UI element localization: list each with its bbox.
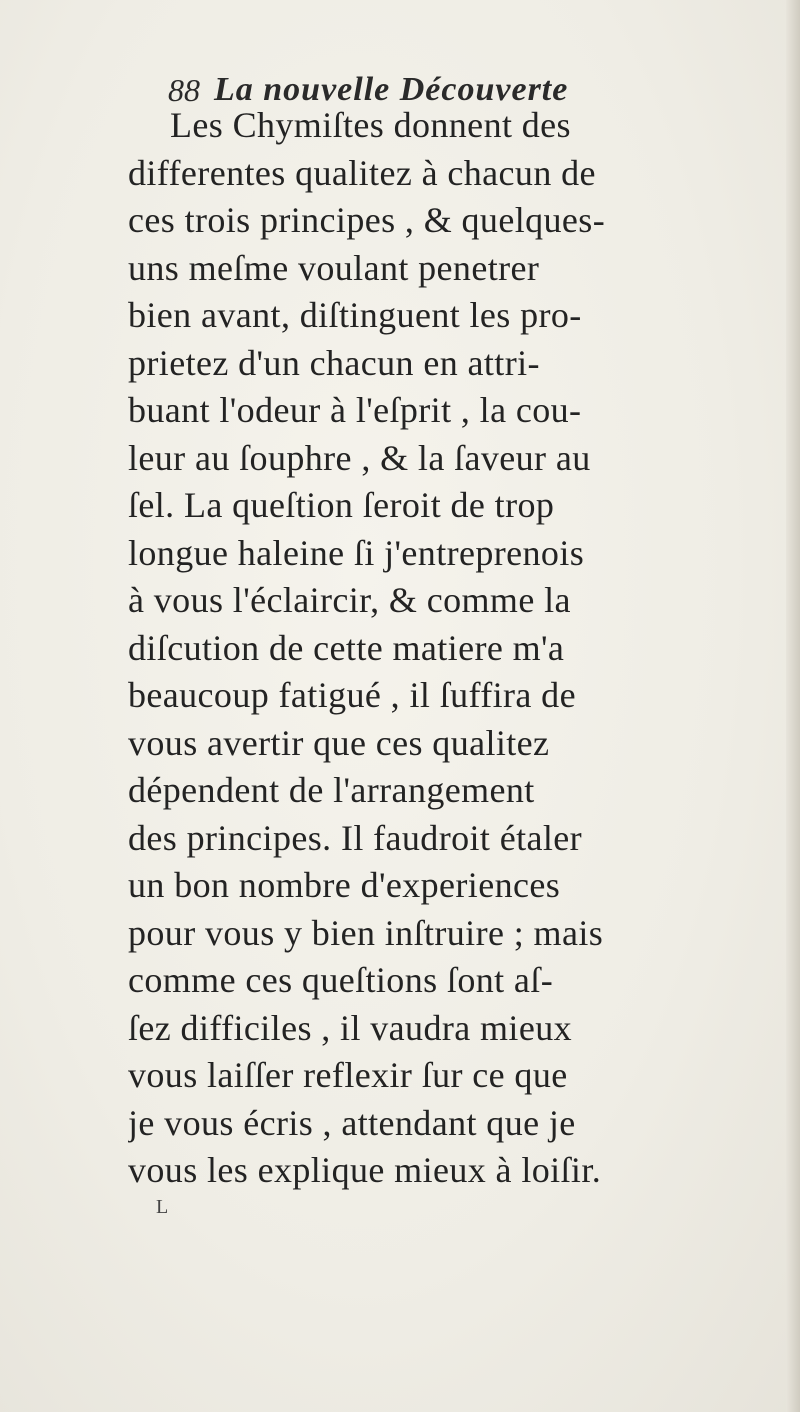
text-line: longue haleine ſi j'entreprenois: [128, 532, 585, 573]
text-line: dépendent de l'arrangement: [128, 770, 535, 810]
page-edge: [786, 0, 800, 1412]
text-line: uns meſme voulant penetrer: [128, 247, 540, 288]
text-line: vous les explique mieux à loiſir.: [128, 1150, 602, 1190]
text-line: differentes qualitez à chacun de: [128, 152, 596, 193]
text-line: buant l'odeur à l'eſprit , la cou-: [128, 390, 582, 430]
text-line: bien avant, diſtinguent les pro-: [128, 295, 582, 335]
text-line: beaucoup fatigué , il ſuffira de: [128, 675, 576, 715]
signature-mark: L: [156, 1196, 169, 1218]
text-line: un bon nombre d'experiences: [128, 865, 561, 905]
text-line: pour vous y bien inſtruire ; mais: [128, 912, 604, 953]
text-line: leur au ſouphre , & la ſaveur au: [128, 437, 591, 478]
text-line: des principes. Il faudroit étaler: [128, 817, 583, 858]
text-line: je vous écris , attendant que je: [128, 1102, 576, 1143]
text-line: diſcution de cette matiere m'a: [128, 627, 565, 668]
running-title: La nouvelle Découverte: [214, 71, 569, 108]
text-line: à vous l'éclaircir, & comme la: [128, 580, 571, 620]
text-line: comme ces queſtions ſont aſ-: [128, 960, 554, 1000]
text-line: Les Chymiſtes donnent des: [170, 105, 571, 145]
text-line: ſez difficiles , il vaudra mieux: [128, 1007, 572, 1048]
text-line: ſel. La queſtion ſeroit de trop: [128, 485, 555, 525]
text-line: ces trois principes , & quelques-: [128, 200, 606, 240]
text-line: prietez d'un chacun en attri-: [128, 342, 540, 383]
text-line: vous laiſſer reflexir ſur ce que: [128, 1055, 568, 1095]
body-text: [128, 102, 768, 1195]
text-line: vous avertir que ces qualitez: [128, 722, 550, 763]
page-number: 88: [168, 72, 200, 108]
